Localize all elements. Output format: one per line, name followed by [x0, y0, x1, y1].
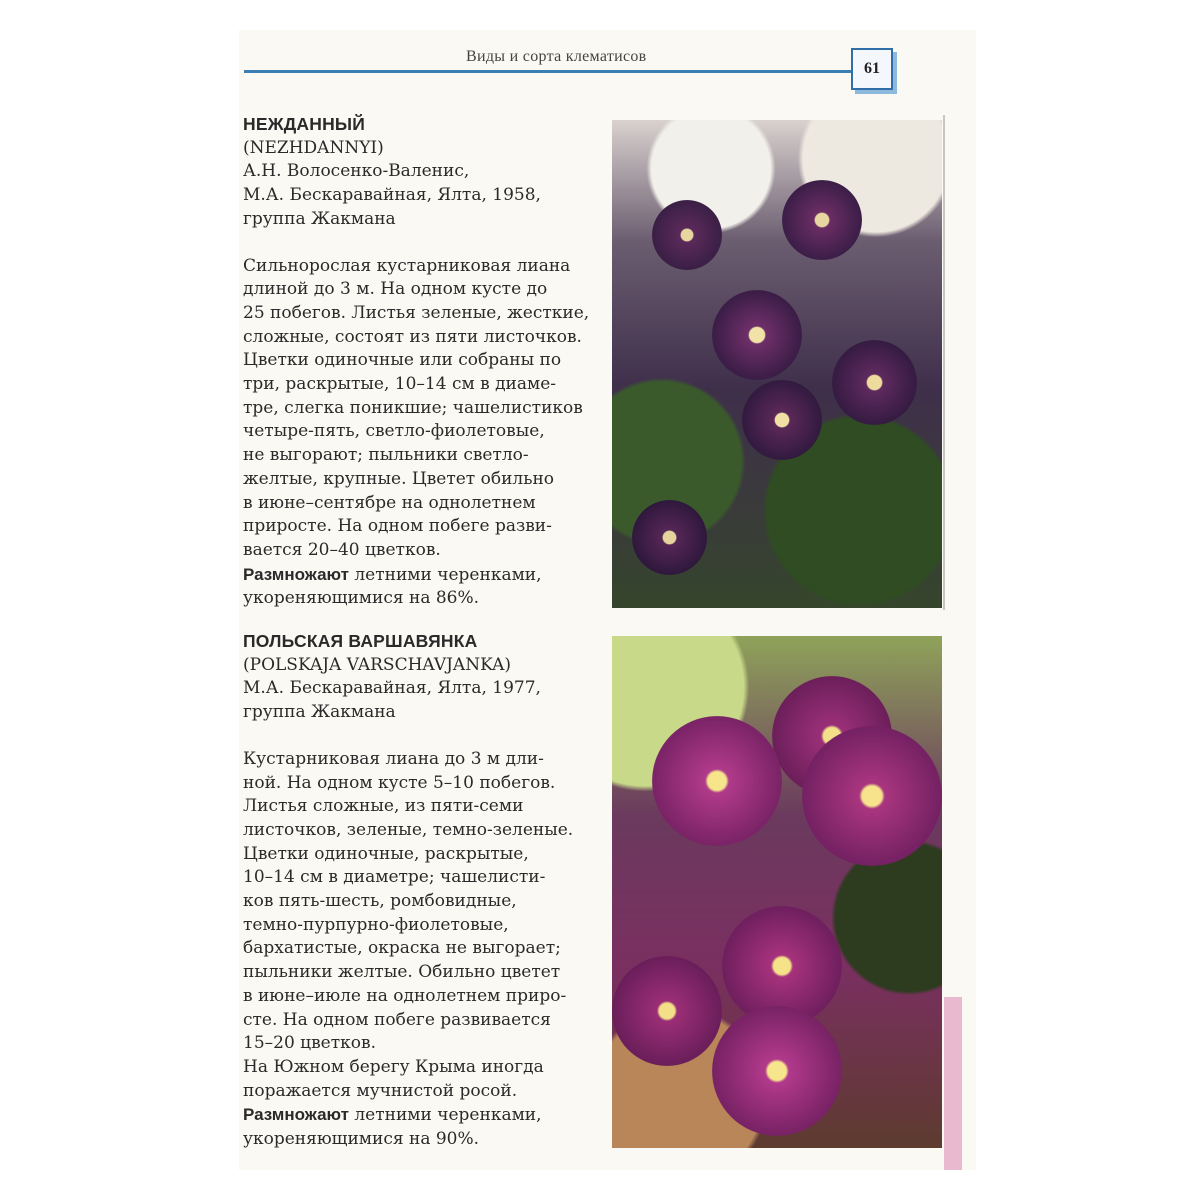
running-header: Виды и сорта клематисов — [466, 48, 647, 65]
description-line: Листья сложные, из пяти-семи — [243, 796, 524, 817]
chapter-side-tab — [944, 997, 962, 1170]
description-line: желтые, крупные. Цветет обильно — [243, 468, 555, 489]
propagation-keyword: Размножают — [243, 564, 349, 584]
description-line: четыре-пять, светло-фиолетовые, — [243, 421, 545, 442]
description-line: тре, слегка поникшие; чашелистиков — [243, 397, 583, 418]
description-line: длиной до 3 м. На одном кусте до — [243, 279, 548, 300]
credit-line: А.Н. Волосенко-Валенис, — [243, 161, 470, 182]
credit-line: М.А. Бескаравайная, Ялта, 1958, — [243, 185, 541, 206]
credit-line: группа Жакмана — [243, 208, 396, 229]
variety-title: ПОЛЬСКАЯ ВАРШАВЯНКА — [243, 631, 478, 651]
description-line: Цветки одиночные, раскрытые, — [243, 843, 529, 864]
description-line: 25 побегов. Листья зеленые, жесткие, — [243, 302, 590, 323]
description-line: ков пять-шесть, ромбовидные, — [243, 891, 517, 912]
propagation-line: укореняющимися на 86%. — [243, 588, 480, 609]
description-line: поражается мучнистой росой. — [243, 1080, 518, 1101]
description-line: сложные, состоят из пяти листочков. — [243, 326, 582, 347]
propagation-keyword: Размножают — [243, 1105, 349, 1125]
propagation-line — [243, 563, 593, 588]
propagation-text: летними черенками, — [348, 564, 542, 585]
clematis-photo-nezhdannyi — [612, 120, 942, 608]
description-line: вается 20–40 цветков. — [243, 539, 441, 560]
description-line: Цветки одиночные или собраны по — [243, 350, 562, 371]
variety-latin-name: (POLSKAJA VARSCHAVJANKA) — [243, 654, 511, 675]
description-line: листочков, зеленые, темно-зеленые. — [243, 819, 574, 840]
header-rule — [244, 70, 852, 73]
description-line: ной. На одном кусте 5–10 побегов. — [243, 772, 556, 793]
description-line: пыльники желтые. Обильно цветет — [243, 962, 561, 983]
propagation-line: укореняющимися на 90%. — [243, 1129, 480, 1150]
photo-edge-shadow — [943, 115, 945, 610]
description-line: в июне–июле на однолетнем приро- — [243, 985, 567, 1006]
description-line: три, раскрытые, 10–14 см в диаме- — [243, 374, 557, 395]
variety-entry-polskaja-varschavjanka — [243, 630, 593, 1152]
page-number: 61 — [851, 48, 893, 90]
description-line: в июне–сентябре на однолетнем — [243, 492, 536, 513]
clematis-photo-polskaja-varschavjanka — [612, 636, 942, 1148]
description-line: 15–20 цветков. — [243, 1033, 376, 1054]
credit-line: М.А. Бескаравайная, Ялта, 1977, — [243, 678, 541, 699]
variety-latin-name: (NEZHDANNYI) — [243, 137, 384, 158]
description-line: Сильнорослая кустарниковая лиана — [243, 255, 571, 276]
description-line: темно-пурпурно-фиолетовые, — [243, 914, 509, 935]
description-line: не выгорают; пыльники светло- — [243, 445, 529, 466]
variety-entry-nezhdannyi — [243, 113, 593, 611]
description-line: 10–14 см в диаметре; чашелисти- — [243, 867, 546, 888]
description-line: На Южном берегу Крыма иногда — [243, 1056, 544, 1077]
propagation-line — [243, 1103, 593, 1128]
description-line: бархатистые, окраска не выгорает; — [243, 938, 561, 959]
variety-title: НЕЖДАННЫЙ — [243, 114, 366, 134]
credit-line: группа Жакмана — [243, 702, 396, 723]
description-line: Кустарниковая лиана до 3 м дли- — [243, 748, 544, 769]
description-line: приросте. На одном побеге разви- — [243, 516, 552, 537]
propagation-text: летними черенками, — [348, 1105, 542, 1126]
description-line: сте. На одном побеге развивается — [243, 1009, 551, 1030]
